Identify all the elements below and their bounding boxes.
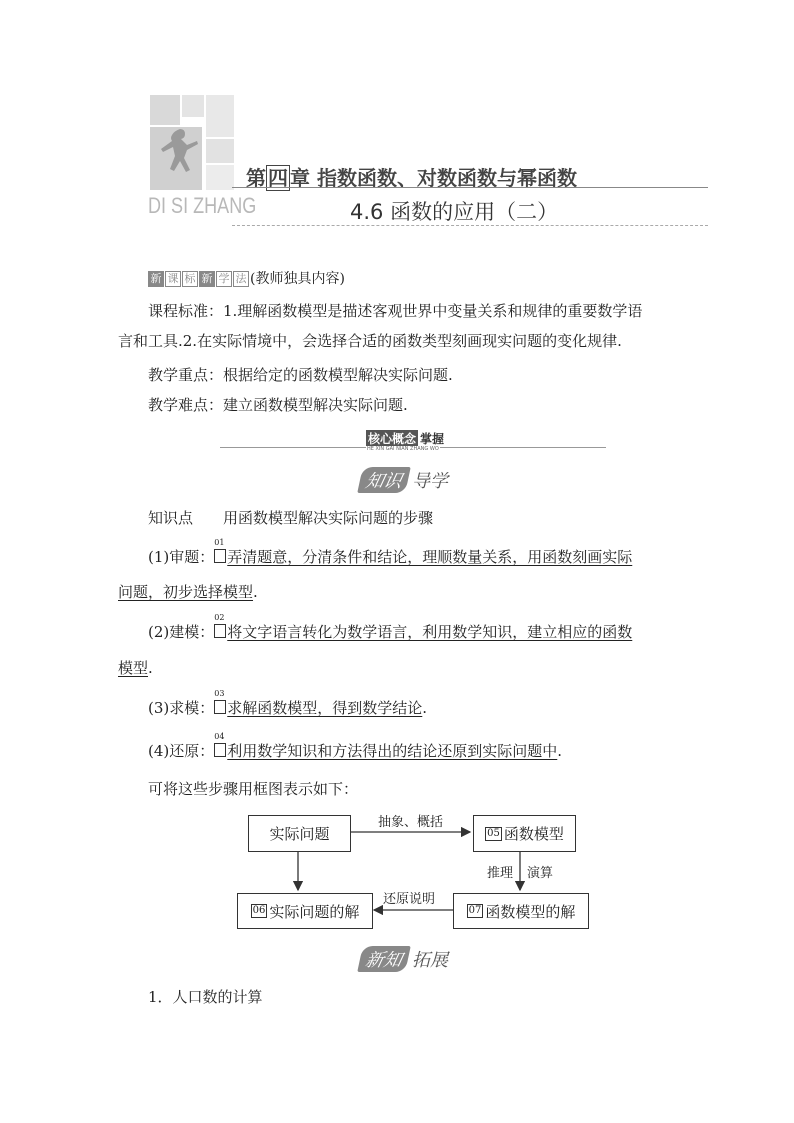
arrow-label-reason: 推理	[487, 866, 514, 881]
flow-box-real-solution: 06 实际问题的解	[237, 893, 373, 929]
extension-pill: 新知	[357, 946, 411, 972]
blank-box-icon: 03	[214, 700, 226, 714]
arrow-label-calc: 演算	[527, 866, 554, 881]
standards-line-1: 课程标准：1.理解函数模型是描述客观世界中变量关系和规律的重要数学语	[148, 302, 643, 320]
core-banner-dark: 核心概念	[368, 431, 417, 446]
extension-item-1: 1．人口数的计算	[148, 988, 263, 1006]
arrow-label-abstract: 抽象、概括	[378, 815, 444, 830]
section-title: 4.6 函数的应用（二）	[350, 200, 559, 224]
flow-box-real-problem: 实际问题	[248, 815, 351, 852]
step-3: (3)求模： 03 求解函数模型，得到数学结论.	[148, 689, 428, 717]
flow-box-function-model: 05 函数模型	[473, 815, 576, 852]
blank-box-icon: 01	[214, 549, 226, 563]
step-4: (4)还原： 04 利用数学知识和方法得出的结论还原到实际问题中.	[148, 732, 563, 760]
standards-line-2: 言和工具.2.在实际情境中，会选择合适的函数类型刻画现实问题的变化规律.	[118, 332, 622, 350]
arrow-label-restore: 还原说明	[383, 892, 436, 907]
extension-heading-rest: 拓展	[412, 950, 448, 971]
extension-heading	[360, 946, 448, 972]
chapter-number: 四	[268, 166, 288, 190]
step-1-cont: 问题，初步选择模型.	[118, 583, 258, 601]
tag-char: 新	[148, 271, 164, 287]
core-banner-plain: 掌握	[420, 431, 445, 446]
core-banner-pinyin: HE XIN GAI NIAN ZHANG WO	[367, 446, 439, 452]
knowledge-heading-rest: 导学	[412, 471, 448, 492]
tag-char: 新	[199, 271, 215, 287]
flow-box-model-solution: 07 函数模型的解	[453, 893, 589, 929]
step-2-cont: 模型.	[118, 659, 153, 677]
tag-char: 法	[233, 271, 249, 287]
knowledge-pill: 知识	[357, 467, 411, 493]
tag-char: 学	[216, 271, 232, 287]
tag-note: (教师独具内容)	[250, 271, 345, 287]
teaching-key-point: 教学重点：根据给定的函数模型解决实际问题.	[148, 366, 453, 384]
blank-box-icon: 02	[214, 624, 226, 638]
chapter-deco-text: DI SI ZHANG	[148, 193, 257, 218]
step-1: (1)审题： 01 弄清题意，分清条件和结论，理顺数量关系，用函数刻画实际	[148, 538, 633, 566]
tag-char: 标	[182, 271, 198, 287]
tag-char: 课	[165, 271, 181, 287]
knowledge-title: 知识点 用函数模型解决实际问题的步骤	[148, 509, 434, 527]
blank-box-icon: 04	[214, 743, 226, 757]
chapter-title: 第 四 章 指数函数、对数函数与幂函数	[246, 166, 577, 190]
diagram-intro: 可将这些步骤用框图表示如下：	[148, 780, 359, 798]
teaching-difficulty: 教学难点：建立函数模型解决实际问题.	[148, 396, 408, 414]
step-2: (2)建模： 02 将文字语言转化为数学语言，利用数学知识，建立相应的函数	[148, 613, 633, 641]
